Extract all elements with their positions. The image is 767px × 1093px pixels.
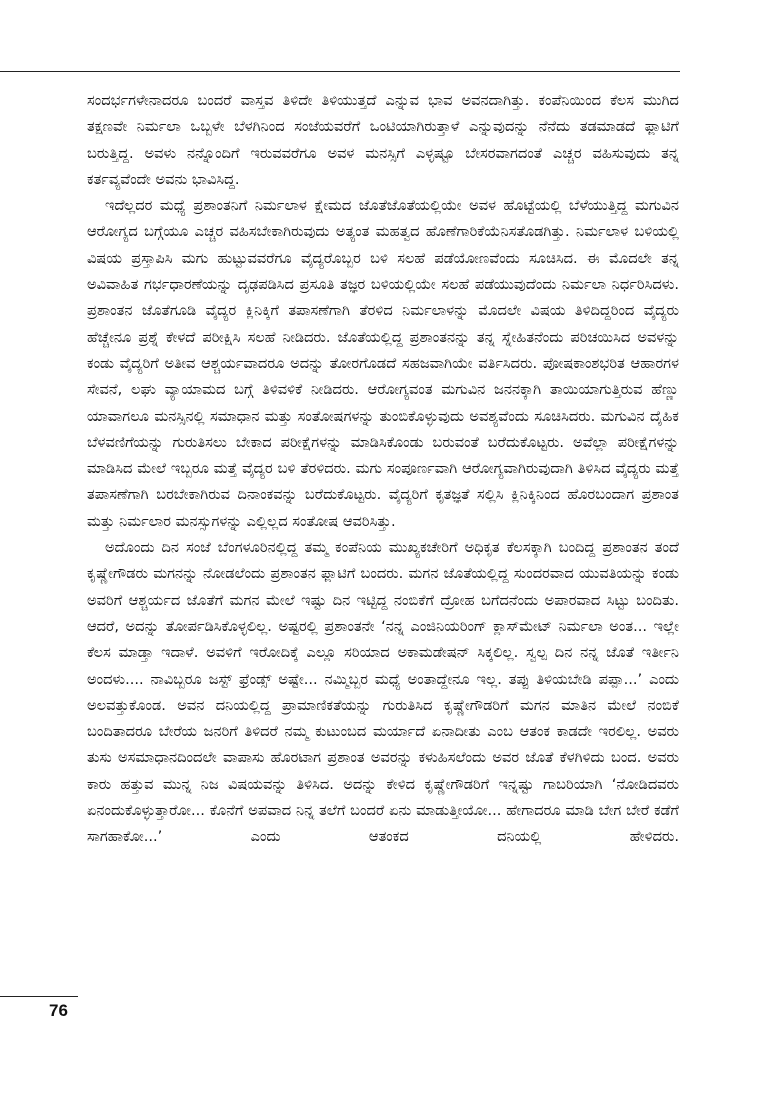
page-body [87, 88, 679, 851]
paragraph-1: ಸಂದರ್ಭಗಳೇನಾದರೂ ಬಂದರೆ ವಾಸ್ತವ ತಿಳಿದೇ ತಿಳಿಯುತ್ತದೆ ಎನ್ನುವ ಭಾವ ಅವನದಾಗಿತ್ತು. ಕಂಪೆನಿಯಿಂದ ಕೆಲಸ ಮುಗಿದ ತಕ್ಷಣವೇ ನಿರ್ಮಲಾ ಒಬ್ಬಳೇ ಬೆಳಗಿನಿಂದ ಸಂಜೆಯವರೆಗೆ ಒಂಟಿಯಾಗಿರುತ್ತಾಳೆ ಎನ್ನುವುದನ್ನು ನೆನೆದು ತಡಮಾಡದೆ ಫ್ಲಾಟಿಗೆ ಬರುತ್ತಿದ್ದ. ಅವಳು ನನ್ನೊಂದಿಗೆ ಇರುವವರೆಗೂ ಅವಳ ಮನಸ್ಸಿಗೆ ಎಳ್ಳಷ್ಟೂ ಬೇಸರವಾಗದಂತೆ ಎಚ್ಚರ ವಹಿಸುವುದು ತನ್ನ ಕರ್ತವ್ಯವೆಂದೇ ಅವನು ಭಾವಿಸಿದ್ದ. [87, 92, 679, 188]
page-number: 76 [49, 1001, 68, 1020]
top-rule [0, 71, 680, 72]
footer-rule [0, 996, 78, 997]
paragraph-3: ಅದೊಂದು ದಿನ ಸಂಜೆ ಬೆಂಗಳೂರಿನಲ್ಲಿದ್ದ ತಮ್ಮ ಕಂಪೆನಿಯ ಮುಖ್ಯಕಚೇರಿಗೆ ಅಧಿಕೃತ ಕೆಲಸಕ್ಕಾಗಿ ಬಂದಿದ್ದ ಪ್ರಶಾಂತನ ತಂದೆ ಕೃಷ್ಣೇಗೌಡರು ಮಗನನ್ನು ನೋಡಲೆಂದು ಪ್ರಶಾಂತನ ಫ್ಲಾಟಿಗೆ ಬಂದರು. ಮಗನ ಜೊತೆಯಲ್ಲಿದ್ದ ಸುಂದರವಾದ ಯುವತಿಯನ್ನು ಕಂಡು ಅವರಿಗೆ ಆಶ್ಚರ್ಯದ ಜೊತೆಗೆ ಮಗನ ಮೇಲೆ ಇಷ್ಟು ದಿನ ಇಟ್ಟಿದ್ದ ನಂಬಿಕೆಗೆ ದ್ರೋಹ ಬಗೆದನೆಂದು ಅಪಾರವಾದ ಸಿಟ್ಟು ಬಂದಿತು. ಆದರೆ, ಅದನ್ನು ತೋರ್ಪಡಿಸಿಕೊಳ್ಳಲಿಲ್ಲ. ಅಷ್ಟರಲ್ಲಿ ಪ್ರಶಾಂತನೇ ‘ನನ್ನ ಎಂಜಿನಿಯರಿಂಗ್ ಕ್ಲಾಸ್‌ಮೇಟ್ ನಿರ್ಮಲಾ ಅಂತ... ಇಲ್ಲೇ ಕೆಲಸ ಮಾಡ್ತಾ ಇದಾಳೆ. ಅವಳಿಗೆ ಇರೋದಿಕ್ಕೆ ಎಲ್ಲೂ ಸರಿಯಾದ ಅಕಾಮಡೇಷನ್ ಸಿಕ್ಕಲಿಲ್ಲ. ಸ್ವಲ್ಪ ದಿನ ನನ್ನ ಜೊತೆ ಇರ್ತೀನಿ ಅಂದಳು.... ನಾವಿಬ್ಬರೂ ಜಸ್ಟ್ ಫ್ರೆಂಡ್ಸ್ ಅಷ್ಟೇ... ನಮ್ಮಿಬ್ಬರ ಮಧ್ಯೆ ಅಂತಾದ್ದೇನೂ ಇಲ್ಲ. ತಪ್ಪು ತಿಳಿಯಬೇಡಿ ಪಪ್ಪಾ...’ ಎಂದು ಅಲವತ್ತುಕೊಂಡ. ಅವನ ದನಿಯಲ್ಲಿದ್ದ ಪ್ರಾಮಾಣಿಕತೆಯನ್ನು ಗುರುತಿಸಿದ ಕೃಷ್ಣೇಗೌಡರಿಗೆ ಮಗನ ಮಾತಿನ ಮೇಲೆ ನಂಬಿಕೆ ಬಂದಿತಾದರೂ ಬೇರೆಯ ಜನರಿಗೆ ತಿಳಿದರೆ ನಮ್ಮ ಕುಟುಂಬದ ಮರ್ಯಾದೆ ಏನಾದೀತು ಎಂಬ ಆತಂಕ ಕಾಡದೇ ಇರಲಿಲ್ಲ. ಅವರು ತುಸು ಅಸಮಾಧಾನದಿಂದಲೇ ವಾಪಾಸು ಹೊರಟಾಗ ಪ್ರಶಾಂತ ಅವರನ್ನು ಕಳುಹಿಸಲೆಂದು ಅವರ ಜೊತೆ ಕೆಳಗಿಳಿದು ಬಂದ. ಅವರು ಕಾರು ಹತ್ತುವ ಮುನ್ನ ನಿಜ ವಿಷಯವನ್ನು ತಿಳಿಸಿದ. ಅದನ್ನು ಕೇಳಿದ ಕೃಷ್ಣೇಗೌಡರಿಗೆ ಇನ್ನಷ್ಟು ಗಾಬರಿಯಾಗಿ ‘ನೋಡಿದವರು ಏನಂದುಕೊಳ್ಳುತ್ತಾರೋ... ಕೊನೆಗೆ ಅಪವಾದ ನಿನ್ನ ತಲೆಗೆ ಬಂದರೆ ಏನು ಮಾಡುತ್ತೀಯೋ... ಹೇಗಾದರೂ ಮಾಡಿ ಬೇಗ ಬೇರೆ ಕಡೆಗೆ ಸಾಗಹಾಕೋ...’ ಎಂದು ಆತಂಕದ ದನಿಯಲ್ಲಿ ಹೇಳಿದರು. [87, 539, 679, 846]
paragraph-2: ಇದೆಲ್ಲದರ ಮಧ್ಯೆ ಪ್ರಶಾಂತನಿಗೆ ನಿರ್ಮಲಾಳ ಕ್ಷೇಮದ ಜೊತೆಜೊತೆಯಲ್ಲಿಯೇ ಅವಳ ಹೊಟ್ಟೆಯಲ್ಲಿ ಬೆಳೆಯುತ್ತಿದ್ದ ಮಗುವಿನ ಆರೋಗ್ಯದ ಬಗ್ಗೆಯೂ ಎಚ್ಚರ ವಹಿಸಬೇಕಾಗಿರುವುದು ಅತ್ಯಂತ ಮಹತ್ವದ ಹೊಣೆಗಾರಿಕೆಯೆನಿಸತೊಡಗಿತ್ತು. ನಿರ್ಮಲಾಳ ಬಳಿಯಲ್ಲಿ ವಿಷಯ ಪ್ರಸ್ತಾಪಿಸಿ ಮಗು ಹುಟ್ಟುವವರೆಗೂ ವೈದ್ಯರೊಬ್ಬರ ಬಳಿ ಸಲಹೆ ಪಡೆಯೋಣವೆಂದು ಸೂಚಿಸಿದ. ಈ ಮೊದಲೇ ತನ್ನ ಅವಿವಾಹಿತ ಗರ್ಭಧಾರಣೆಯನ್ನು ದೃಢಪಡಿಸಿದ ಪ್ರಸೂತಿ ತಜ್ಞರ ಬಳಿಯಲ್ಲಿಯೇ ಸಲಹೆ ಪಡೆಯುವುದೆಂದು ನಿರ್ಮಲಾ ನಿರ್ಧರಿಸಿದಳು. ಪ್ರಶಾಂತನ ಜೊತೆಗೂಡಿ ವೈದ್ಯರ ಕ್ಲಿನಿಕ್ಕಿಗೆ ತಪಾಸಣೆಗಾಗಿ ತೆರಳಿದ ನಿರ್ಮಲಾಳನ್ನು ಮೊದಲೇ ವಿಷಯ ತಿಳಿದಿದ್ದರಿಂದ ವೈದ್ಯರು ಹೆಚ್ಚೇನೂ ಪ್ರಶ್ನೆ ಕೇಳದೆ ಪರೀಕ್ಷಿಸಿ ಸಲಹೆ ನೀಡಿದರು. ಜೊತೆಯಲ್ಲಿದ್ದ ಪ್ರಶಾಂತನನ್ನು ತನ್ನ ಸ್ನೇಹಿತನೆಂದು ಪರಿಚಯಿಸಿದ ಅವಳನ್ನು ಕಂಡು ವೈದ್ಯರಿಗೆ ಅತೀವ ಆಶ್ಚರ್ಯವಾದರೂ ಅದನ್ನು ತೋರಗೊಡದೆ ಸಹಜವಾಗಿಯೇ ವರ್ತಿಸಿದರು. ಪೋಷಕಾಂಶಭರಿತ ಆಹಾರಗಳ ಸೇವನೆ, ಲಘು ವ್ಯಾಯಾಮದ ಬಗ್ಗೆ ತಿಳಿವಳಿಕೆ ನೀಡಿದರು. ಆರೋಗ್ಯವಂತ ಮಗುವಿನ ಜನನಕ್ಕಾಗಿ ತಾಯಿಯಾಗುತ್ತಿರುವ ಹೆಣ್ಣು ಯಾವಾಗಲೂ ಮನಸ್ಸಿನಲ್ಲಿ ಸಮಾಧಾನ ಮತ್ತು ಸಂತೋಷಗಳನ್ನು ತುಂಬಿಕೊಳ್ಳುವುದು ಅವಶ್ಯವೆಂದು ಸೂಚಿಸಿದರು. ಮಗುವಿನ ದೈಹಿಕ ಬೆಳವಣಿಗೆಯನ್ನು ಗುರುತಿಸಲು ಬೇಕಾದ ಪರೀಕ್ಷೆಗಳನ್ನು ಮಾಡಿಸಿಕೊಂಡು ಬರುವಂತೆ ಬರೆದುಕೊಟ್ಟರು. ಅವೆಲ್ಲಾ ಪರೀಕ್ಷೆಗಳನ್ನು ಮಾಡಿಸಿದ ಮೇಲೆ ಇಬ್ಬರೂ ಮತ್ತೆ ವೈದ್ಯರ ಬಳಿ ತೆರಳಿದರು. ಮಗು ಸಂಪೂರ್ಣವಾಗಿ ಆರೋಗ್ಯವಾಗಿರುವುದಾಗಿ ತಿಳಿಸಿದ ವೈದ್ಯರು ಮತ್ತೆ ತಪಾಸಣೆಗಾಗಿ ಬರಬೇಕಾಗಿರುವ ದಿನಾಂಕವನ್ನು ಬರೆದುಕೊಟ್ಟರು. ವೈದ್ಯರಿಗೆ ಕೃತಜ್ಞತೆ ಸಲ್ಲಿಸಿ ಕ್ಲಿನಿಕ್ಕಿನಿಂದ ಹೊರಬಂದಾಗ ಪ್ರಶಾಂತ ಮತ್ತು ನಿರ್ಮಲಾರ ಮನಸ್ಸುಗಳನ್ನು ಎಲ್ಲಿಲ್ಲದ ಸಂತೋಷ ಆವರಿಸಿತ್ತು. [87, 197, 679, 530]
